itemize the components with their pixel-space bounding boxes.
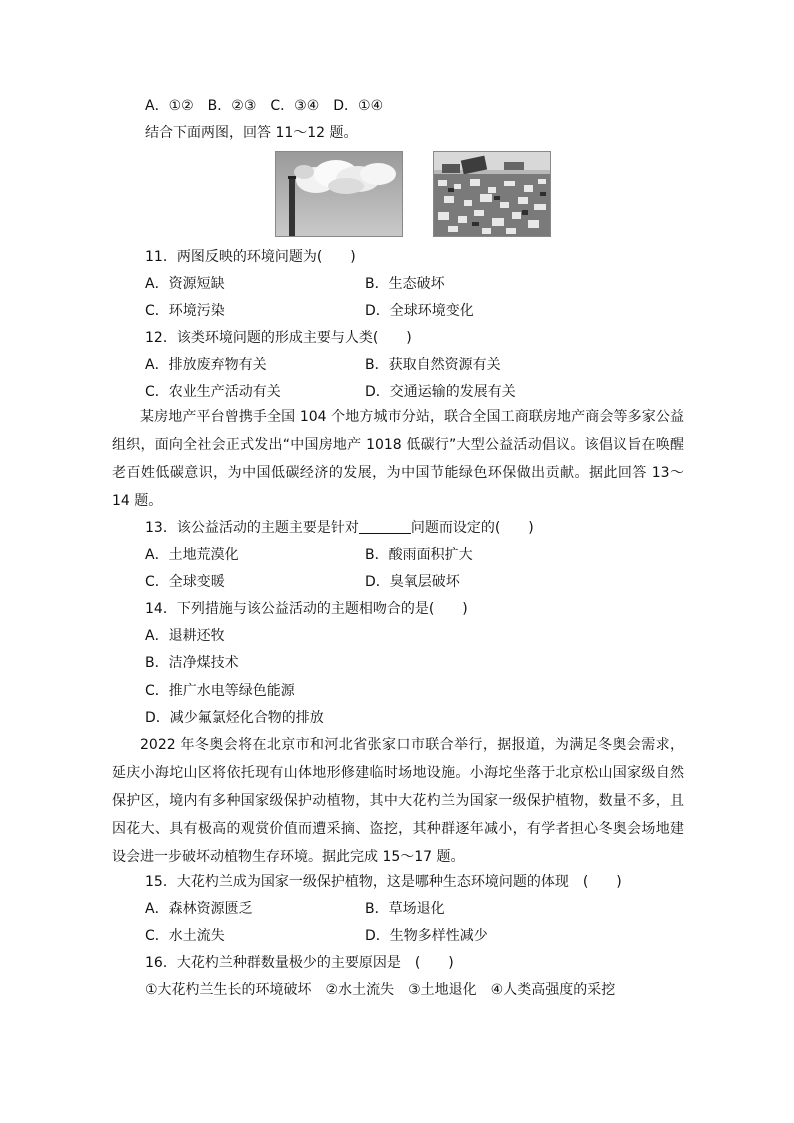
q13-stem-pre: 13．该公益活动的主题主要是针对 (145, 520, 359, 536)
q11-option-b: B．生态破坏 (365, 276, 445, 292)
q13-stem (145, 518, 534, 538)
q14-option-d: D．减少氟氯烃化合物的排放 (145, 710, 324, 726)
q13-option-c: C．全球变暖 (145, 574, 225, 590)
q11-option-d: D．全球环境变化 (365, 303, 474, 319)
q11-stem: 11．两图反映的环境问题为( ) (145, 249, 356, 265)
q15-stem: 15．大花杓兰成为国家一级保护植物，这是哪种生态环境问题的体现 ( ) (145, 874, 622, 890)
q12-option-b: B．获取自然资源有关 (365, 357, 501, 373)
q12-option-d: D．交通运输的发展有关 (365, 384, 516, 400)
q12-option-c: C．农业生产活动有关 (145, 384, 281, 400)
q14-option-a: A．退耕还牧 (145, 628, 225, 644)
q15-option-a: A．森林资源匮乏 (145, 901, 253, 917)
q16-items: ①大花杓兰生长的环境破坏 ②水土流失 ③土地退化 ④人类高强度的采挖 (145, 982, 616, 998)
q10-options: A．①② B．②③ C．③④ D．①④ (145, 98, 384, 114)
q13-option-b: B．酸雨面积扩大 (365, 547, 473, 563)
q15-option-d: D．生物多样性减少 (365, 928, 488, 944)
smokestack-pollution-photo (275, 151, 403, 237)
q11-option-c: C．环境污染 (145, 303, 225, 319)
intro-11-12: 结合下面两图，回答 11～12 题。 (145, 125, 358, 141)
q15-option-b: B．草场退化 (365, 901, 445, 917)
q14-stem: 14．下列措施与该公益活动的主题相吻合的是( ) (145, 601, 468, 617)
q11-option-a: A．资源短缺 (145, 276, 225, 292)
q13-stem-post: 问题而设定的( ) (410, 520, 534, 536)
q14-option-b: B．洁净煤技术 (145, 655, 239, 671)
q12-stem: 12．该类环境问题的形成主要与人类( ) (145, 330, 412, 346)
q16-stem: 16．大花杓兰种群数量极少的主要原因是 ( ) (145, 955, 454, 971)
q13-answer-blank (359, 519, 411, 534)
q13-option-a: A．土地荒漠化 (145, 547, 239, 563)
passage-13-14: 某房地产平台曾携手全国 104 个地方城市分站，联合全国工商联房地产商会等多家公益组织，面向全社会正式发出“中国房地产 1018 低碳行”大型公益活动倡议。该倡议旨在唤醒老百姓低碳意识，为中国低碳经济的发展，为中国节能绿色环保做出贡献。据此回答 13～14 题。 (112, 409, 684, 509)
q12-option-a: A．排放废弃物有关 (145, 357, 267, 373)
garbage-dump-photo (433, 151, 551, 237)
q15-option-c: C．水土流失 (145, 928, 225, 944)
passage-15-17: 2022 年冬奥会将在北京市和河北省张家口市联合举行，据报道，为满足冬奥会需求，延庆小海坨山区将依托现有山体地形修建临时场地设施。小海坨坐落于北京松山国家级自然保护区，境内有多种国家级保护动植物，其中大花杓兰为国家一级保护植物，数量不多，且因花大、具有极高的观赏价值而遭采摘、盗挖，其种群逐年减小，有学者担心冬奥会场地建设会进一步破坏动植物生存环境。据此完成 15～17 题。 (112, 737, 684, 865)
q14-option-c: C．推广水电等绿色能源 (145, 683, 295, 699)
q13-option-d: D．臭氧层破坏 (365, 574, 460, 590)
